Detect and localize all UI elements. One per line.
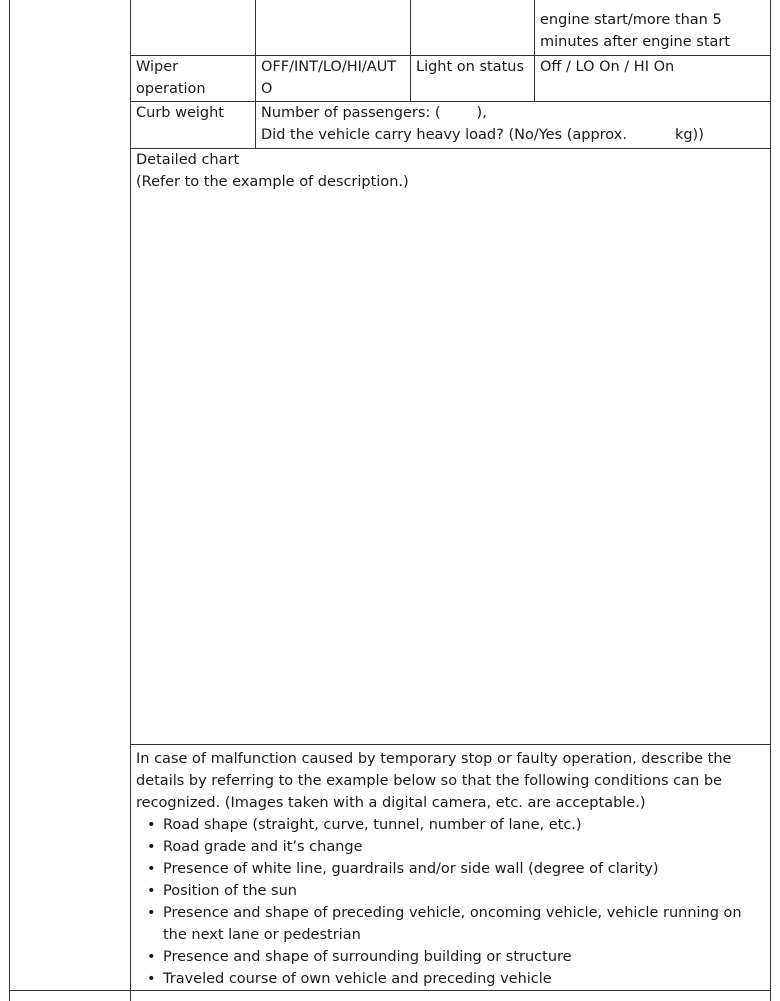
curb-value-cell xyxy=(256,102,770,148)
condition-item xyxy=(147,902,765,946)
detailed-chart-title: Detailed chart xyxy=(136,152,240,168)
light-value: Off / LO On / HI On xyxy=(540,59,675,75)
right-border xyxy=(770,0,771,1001)
conditions-list xyxy=(136,814,765,990)
condition-text: Position of the sun xyxy=(163,883,297,899)
wiper-label-cell xyxy=(131,56,255,101)
curb-label: Curb weight xyxy=(136,105,224,121)
engine-start-cell xyxy=(535,9,770,55)
bullet-icon: • xyxy=(147,949,156,965)
wiper-value-cell xyxy=(256,56,410,101)
light-label: Light on status xyxy=(416,59,525,75)
condition-item xyxy=(147,814,765,836)
light-value-cell xyxy=(535,56,770,101)
heavy-load-line xyxy=(261,124,765,146)
bullet-icon: • xyxy=(147,861,156,877)
bullet-icon: • xyxy=(147,905,156,921)
condition-item xyxy=(147,858,765,880)
condition-text: Presence and shape of preceding vehicle, oncoming vehicle, vehicle running on the next lane or pedestrian xyxy=(163,905,742,943)
condition-text: Traveled course of own vehicle and preceding vehicle xyxy=(163,971,552,987)
heavy-load-suffix: kg)) xyxy=(674,127,704,143)
condition-text: Road grade and it’s change xyxy=(163,839,363,855)
bullet-icon: • xyxy=(147,839,156,855)
detailed-chart-note: (Refer to the example of description.) xyxy=(136,174,409,190)
passengers-line xyxy=(261,102,765,124)
bullet-icon: • xyxy=(147,817,156,833)
condition-item xyxy=(147,946,765,968)
bullet-icon: • xyxy=(147,883,156,899)
bottom-border xyxy=(9,990,771,991)
condition-text: Presence of white line, guardrails and/or side wall (degree of clarity) xyxy=(163,861,659,877)
light-label-cell xyxy=(411,56,534,101)
passengers-suffix: ), xyxy=(476,105,487,121)
wiper-value: OFF/INT/LO/HI/AUTO xyxy=(261,59,397,97)
condition-item xyxy=(147,836,765,858)
malfunction-section xyxy=(131,745,770,990)
detailed-chart-area[interactable] xyxy=(131,149,770,744)
condition-item xyxy=(147,968,765,990)
condition-text: Road shape (straight, curve, tunnel, number of lane, etc.) xyxy=(163,817,582,833)
heavy-load-prefix: Did the vehicle carry heavy load? (No/Yes (approx. xyxy=(261,127,627,143)
engine-start-text: engine start/more than 5 minutes after engine start xyxy=(540,12,731,50)
left-border xyxy=(9,0,10,1001)
curb-label-cell xyxy=(131,102,255,148)
malfunction-intro: In case of malfunction caused by temporary stop or faulty operation, describe the details by referring to the example below so that the following conditions can be recognized. (Images taken with a digital camera, etc. are acceptable.) xyxy=(136,751,732,811)
passengers-prefix: Number of passengers: ( xyxy=(261,105,441,121)
condition-text: Presence and shape of surrounding building or structure xyxy=(163,949,572,965)
wiper-label: Wiper operation xyxy=(136,59,206,97)
bullet-icon: • xyxy=(147,971,156,987)
condition-item xyxy=(147,880,765,902)
